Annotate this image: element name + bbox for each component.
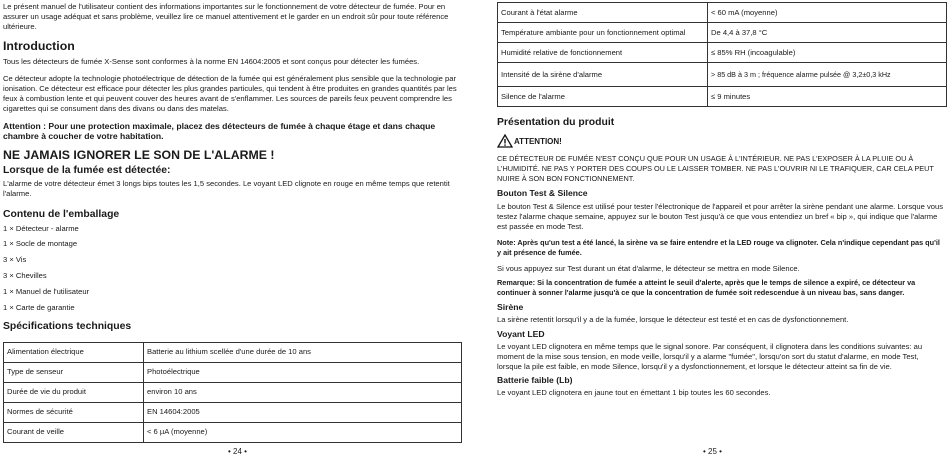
- spec-value: EN 14604:2005: [144, 402, 462, 422]
- test-silence-text: Le bouton Test & Silence est utilisé pour tester l'électronique de l'appareil et pour arrêter la sirène pendant une alarme. Lorsque vous testez l'alarme chaque semaine, appuyez sur le bouton Test jusqu'à ce que vous entendiez un bref « bip », qui indique que l'alarme est passée en mode Test.: [497, 201, 943, 232]
- led-text: Le voyant LED clignotera en même temps que le signal sonore. Par conséquent, il clignotera dans les conditions suivantes: au moment de la mise sous tension, en mode veille, lorsqu'il y a alarme "fumée", lorsqu'on sort du statut d'alarme, en mode Test, lorsque la pile est faible, en mode Silence, lorsqu'il y a dysfonctionnement, et lorsque le détecteur atteint sa fin de vie.: [497, 341, 923, 372]
- introduction-paragraph-2: Ce détecteur adopte la technologie photoélectrique de détection de la fumée qui est généralement plus sensible que la technologie par ionisation. Ce détecteur est efficace pour détecter les plus grandes particules, qui tendent à être produites en grandes quantités par les feux à combustion lente et qui peuvent couver des heures avant de s'enflammer. Les sources de pareils feux peuvent comprendre les cigarettes qui se consument dans des divans ou dans des matelas.: [3, 73, 457, 114]
- spec-label: Humidité relative de fonctionnement: [498, 43, 708, 63]
- spec-value: > 85 dB à 3 m ; fréquence alarme pulsée @ 3,2±0,3 kHz: [708, 63, 947, 87]
- siren-heading: Sirène: [497, 302, 524, 313]
- spec-value: De 4,4 à 37,8 °C: [708, 23, 947, 43]
- list-item: 3 × Vis: [3, 255, 27, 265]
- spec-value: ≤ 85% RH (incoagulable): [708, 43, 947, 63]
- specs-table-left: [3, 342, 462, 443]
- attention-text: CE DÉTECTEUR DE FUMÉE N'EST CONÇU QUE POUR UN USAGE À L'INTÉRIEUR. NE PAS L'EXPOSER À LA PLUIE OU À L'HUMIDITÉ. NE PAS Y PORTER DES COUPS OU LE LAISSER TOMBER. NE PAS L'OUVRIR NI LE TRAFIQUER, CAR CELA PEUT NUIRE À SON BON FONCTIONNEMENT.: [497, 154, 934, 184]
- spec-label: Intensité de la sirène d'alarme: [498, 63, 708, 87]
- spec-value: Photoélectrique: [144, 362, 462, 382]
- list-item: 1 × Carte de garantie: [3, 302, 75, 312]
- smoke-detected-text: L'alarme de votre détecteur émet 3 longs bips toutes les 1,5 secondes. Le voyant LED clignote en rouge en même temps que retentit l'alarme.: [3, 179, 450, 199]
- table-row: [4, 422, 462, 442]
- warning-text: Attention : Pour une protection maximale, placez des détecteurs de fumée à chaque étage et dans chaque chambre à coucher de votre habitation.: [3, 120, 436, 142]
- presentation-heading: Présentation du produit: [497, 117, 615, 128]
- table-row: [4, 342, 462, 362]
- led-heading: Voyant LED: [497, 328, 545, 339]
- spec-label: Normes de sécurité: [4, 402, 144, 422]
- spec-label: Durée de vie du produit: [4, 382, 144, 402]
- spec-value: < 6 µA (moyenne): [144, 422, 462, 442]
- low-battery-heading: Batterie faible (Lb): [497, 375, 573, 386]
- list-item: 1 × Détecteur - alarme: [3, 223, 79, 233]
- table-row: [4, 402, 462, 422]
- spec-label: Courant de veille: [4, 422, 144, 442]
- list-item: 1 × Manuel de l'utilisateur: [3, 286, 90, 296]
- table-row: [498, 3, 947, 23]
- spec-value: environ 10 ans: [144, 382, 462, 402]
- table-row: [4, 362, 462, 382]
- test-silence-mode-text: Si vous appuyez sur Test durant un état d'alarme, le détecteur se mettra en mode Silence.: [497, 264, 800, 274]
- test-silence-heading: Bouton Test & Silence: [497, 187, 588, 198]
- spec-label: Température ambiante pour un fonctionnement optimal: [498, 23, 708, 43]
- specs-heading: Spécifications techniques: [3, 320, 132, 332]
- table-row: [498, 23, 947, 43]
- introduction-heading: Introduction: [3, 38, 75, 53]
- attention-label: ATTENTION!: [514, 136, 562, 146]
- page-number-right: • 25 •: [703, 447, 722, 456]
- siren-text: La sirène retentit lorsqu'il y a de la fumée, lorsque le détecteur est testé et en cas de dysfonctionnement.: [497, 315, 849, 325]
- spec-label: Alimentation électrique: [4, 342, 144, 362]
- smoke-detected-heading: Lorsque de la fumée est détectée:: [3, 165, 171, 177]
- introduction-paragraph-1: Tous les détecteurs de fumée X-Sense sont conformes à la norme EN 14604:2005 et sont conçus pour détecter les fumées.: [3, 56, 420, 66]
- list-item: 3 × Chevilles: [3, 271, 47, 281]
- table-row: [498, 43, 947, 63]
- spec-label: Courant à l'état alarme: [498, 3, 708, 23]
- spec-label: Type de senseur: [4, 362, 144, 382]
- page-number-left: • 24 •: [228, 447, 247, 456]
- table-row: [498, 87, 947, 107]
- package-list: [3, 224, 467, 313]
- intro-paragraph: Le présent manuel de l'utilisateur contient des informations importantes sur le fonctionnement de votre détecteur de fumée. Pour en assurer un usage adéquat et sans problème, veuillez lire ce manuel attentivement et le garder en un endroit sûr pour toute référence ultérieure.: [3, 2, 449, 32]
- spec-value: ≤ 9 minutes: [708, 87, 947, 107]
- table-row: [4, 382, 462, 402]
- never-ignore-heading: NE JAMAIS IGNORER LE SON DE L'ALARME !: [3, 148, 275, 163]
- spec-label: Silence de l'alarme: [498, 87, 708, 107]
- specs-table-right: [497, 2, 947, 107]
- spec-value: Batterie au lithium scellée d'une durée de 10 ans: [144, 342, 462, 362]
- right-page: [475, 0, 950, 466]
- low-battery-text: Le voyant LED clignotera en jaune tout en émettant 1 bip toutes les 60 secondes.: [497, 388, 771, 398]
- warning-triangle-icon: [497, 134, 513, 148]
- remark-text: Remarque: Si la concentration de fumée a atteint le seuil d'alerte, après que le temps de silence a expiré, ce détecteur va continuer à sonner l'alarme jusqu'à ce que la concentration de fumée soit redescendue à un niveau bas, sans danger.: [497, 278, 916, 298]
- list-item: 1 × Socle de montage: [3, 239, 78, 249]
- attention-row: [497, 134, 944, 148]
- table-row: [498, 63, 947, 87]
- test-note: Note: Après qu'un test a été lancé, la sirène va se faire entendre et la LED rouge va clignoter. Cela n'indique cependant pas qu'il y ait présence de fumée.: [497, 238, 940, 258]
- spec-value: < 60 mA (moyenne): [708, 3, 947, 23]
- package-heading: Contenu de l'emballage: [3, 208, 120, 220]
